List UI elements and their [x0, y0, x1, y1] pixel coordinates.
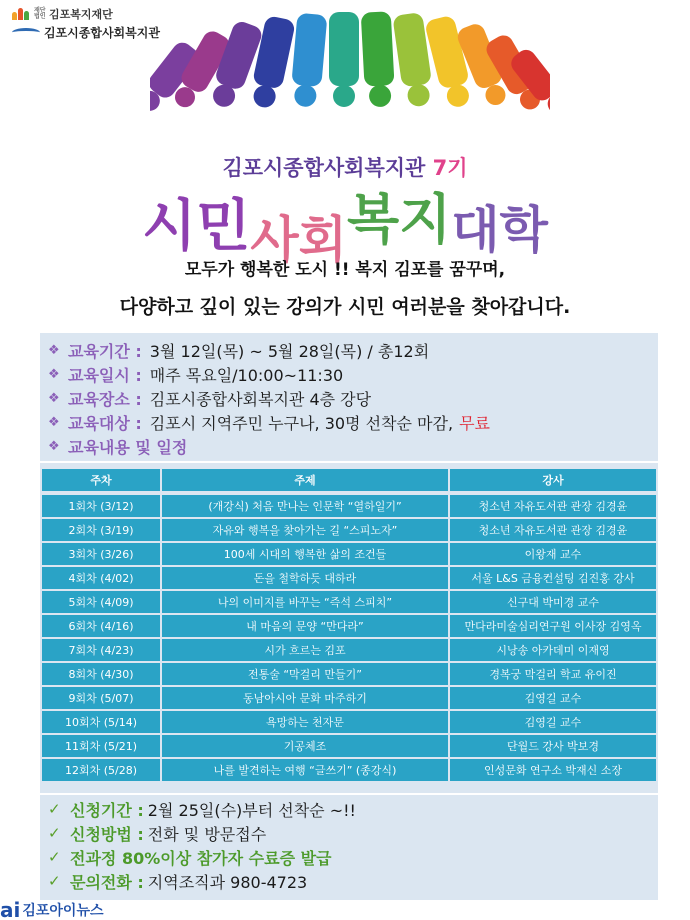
slogan-line-1: 모두가 행복한 도시 !! 복지 김포를 꿈꾸며, [184, 260, 506, 280]
table-cell-week: 6회차 (4/16) [42, 615, 160, 637]
table-header-lecturer: 강사 [450, 469, 656, 491]
apply-key: 문의전화 : [70, 872, 144, 892]
table-row [42, 519, 656, 541]
schedule-table-body [42, 465, 656, 791]
table-row [42, 639, 656, 661]
info-key: 교육장소 : [68, 389, 142, 409]
info-key: 교육기간 : [68, 341, 142, 361]
table-cell-lecturer: 경복궁 막걸리 학교 유이진 [450, 663, 656, 685]
table-cell-week: 9회차 (5/07) [42, 687, 160, 709]
table-row [42, 711, 656, 733]
info-value: 김포시종합사회복지관 4층 강당 [149, 389, 372, 409]
application-info-box [40, 795, 658, 900]
apply-value: 전화 및 방문접수 [147, 824, 267, 844]
check-mark-icon: ✓ [48, 824, 61, 842]
apply-value: 지역조직과 980-4723 [147, 872, 308, 892]
diamond-bullet-icon: ❖ [48, 390, 60, 406]
welfare-center-logo-text: 김포시종합사회복지관 [44, 26, 160, 40]
table-cell-lecturer: 단월드 강사 박보경 [450, 735, 656, 757]
foundation-logo-text: 김포복지재단 [49, 8, 113, 21]
info-row-place [48, 387, 371, 409]
table-cell-lecturer: 만다라미술심리연구원 이사장 김영옥 [450, 615, 656, 637]
table-row [42, 567, 656, 589]
table-cell-week: 7회차 (4/23) [42, 639, 160, 661]
check-mark-icon: ✓ [48, 800, 61, 818]
table-row [42, 663, 656, 685]
table-row [42, 687, 656, 709]
info-value: 매주 목요일/10:00~11:30 [149, 365, 344, 385]
table-cell-lecturer: 신구대 박미경 교수 [450, 591, 656, 613]
schedule-table [40, 463, 658, 793]
table-header-topic: 주제 [162, 469, 448, 491]
program-info-box [40, 333, 658, 461]
program-subtitle [0, 152, 690, 182]
table-cell-topic: 동남아시아 문화 마주하기 [162, 687, 448, 709]
table-cell-topic: 시가 흐르는 김포 [162, 639, 448, 661]
apply-row-period [48, 797, 356, 821]
table-cell-week: 11회차 (5/21) [42, 735, 160, 757]
apply-row-contact [48, 869, 307, 893]
info-row-content [48, 435, 187, 457]
subtitle-center-name: 김포시종합사회복지관 [222, 156, 426, 180]
table-header-row [42, 469, 656, 491]
check-mark-icon: ✓ [48, 848, 61, 866]
welfare-center-logo-icon [12, 28, 40, 37]
diamond-bullet-icon: ❖ [48, 438, 60, 454]
table-cell-week: 12회차 (5/28) [42, 759, 160, 781]
title-part-1: 시민 [142, 194, 251, 259]
table-cell-week: 5회차 (4/09) [42, 591, 160, 613]
table-cell-topic: (개강식) 처음 만나는 인문학 “열하일기” [162, 495, 448, 517]
table-row [42, 615, 656, 637]
info-row-period [48, 339, 429, 361]
subtitle-generation: 7기 [432, 156, 468, 180]
apply-key: 신청기간 : [70, 800, 144, 820]
people-arc-illustration [150, 0, 550, 150]
title-part-3: 복지 [346, 188, 452, 251]
table-cell-lecturer: 청소년 자유도서관 관장 김경윤 [450, 495, 656, 517]
diamond-bullet-icon: ❖ [48, 414, 60, 430]
table-cell-week: 2회차 (3/19) [42, 519, 160, 541]
table-cell-lecturer: 인성문화 연구소 박재신 소장 [450, 759, 656, 781]
info-key: 교육대상 : [68, 413, 142, 433]
table-cell-lecturer: 청소년 자유도서관 관장 김경윤 [450, 519, 656, 541]
info-row-target [48, 411, 490, 433]
apply-row-certificate [48, 845, 332, 869]
table-cell-topic: 100세 시대의 행복한 삶의 조건들 [162, 543, 448, 565]
apply-key: 신청방법 : [70, 824, 144, 844]
diamond-bullet-icon: ❖ [48, 342, 60, 358]
info-key: 교육내용 및 일정 [68, 437, 188, 457]
table-cell-topic: 내 마음의 문양 “만다라” [162, 615, 448, 637]
apply-key: 전과정 80%이상 참가자 수료증 발급 [70, 848, 332, 868]
people-figures-icon [150, 11, 550, 120]
table-cell-week: 3회차 (3/26) [42, 543, 160, 565]
table-cell-topic: 기공체조 [162, 735, 448, 757]
watermark-text: 김포아이뉴스 [22, 903, 104, 919]
table-cell-lecturer: 김영길 교수 [450, 711, 656, 733]
title-part-2: 사회 [250, 211, 347, 269]
table-cell-week: 10회차 (5/14) [42, 711, 160, 733]
table-row [42, 543, 656, 565]
table-cell-lecturer: 이왕재 교수 [450, 543, 656, 565]
apply-value: 2월 25일(수)부터 선착순 ~!! [147, 800, 356, 820]
slogan-line-2: 다양하고 깊이 있는 강의가 시민 여러분을 찾아갑니다. [119, 296, 571, 318]
watermark-ai: ai [0, 898, 21, 920]
table-cell-topic: 자유와 행복을 찾아가는 길 “스피노자” [162, 519, 448, 541]
table-cell-lecturer: 서울 L&S 금융컨설팅 김진홍 강사 [450, 567, 656, 589]
table-header-week: 주차 [42, 469, 160, 491]
table-row [42, 591, 656, 613]
info-value: 3월 12일(목) ~ 5월 28일(목) / 총12회 [149, 341, 430, 361]
news-watermark [0, 898, 104, 920]
title-part-4: 대학 [451, 201, 548, 259]
diamond-bullet-icon: ❖ [48, 366, 60, 382]
foundation-logo [12, 6, 113, 22]
table-cell-week: 4회차 (4/02) [42, 567, 160, 589]
table-cell-week: 1회차 (3/12) [42, 495, 160, 517]
table-cell-topic: 돈을 철학하듯 대하라 [162, 567, 448, 589]
info-key: 교육일시 : [68, 365, 142, 385]
table-cell-topic: 나의 이미지를 바꾸는 “즉석 스피치” [162, 591, 448, 613]
table-cell-topic: 전통술 “막걸리 만들기” [162, 663, 448, 685]
table-row [42, 495, 656, 517]
foundation-logo-icon [12, 8, 30, 20]
table-cell-topic: 나를 발견하는 여행 “글쓰기” (종강식) [162, 759, 448, 781]
check-mark-icon: ✓ [48, 872, 61, 890]
table-row [42, 759, 656, 781]
info-value: 김포시 지역주민 누구나, 30명 선착순 마감, [149, 413, 454, 433]
free-badge: 무료 [459, 413, 490, 433]
program-title [0, 182, 690, 269]
table-cell-topic: 욕망하는 천자문 [162, 711, 448, 733]
info-row-time [48, 363, 343, 385]
table-row [42, 735, 656, 757]
foundation-logo-small: 재단법인 [34, 7, 46, 20]
welfare-center-logo [12, 24, 160, 41]
table-cell-lecturer: 시낭송 아카데미 이재영 [450, 639, 656, 661]
table-cell-week: 8회차 (4/30) [42, 663, 160, 685]
apply-row-method [48, 821, 266, 845]
table-cell-lecturer: 김영길 교수 [450, 687, 656, 709]
